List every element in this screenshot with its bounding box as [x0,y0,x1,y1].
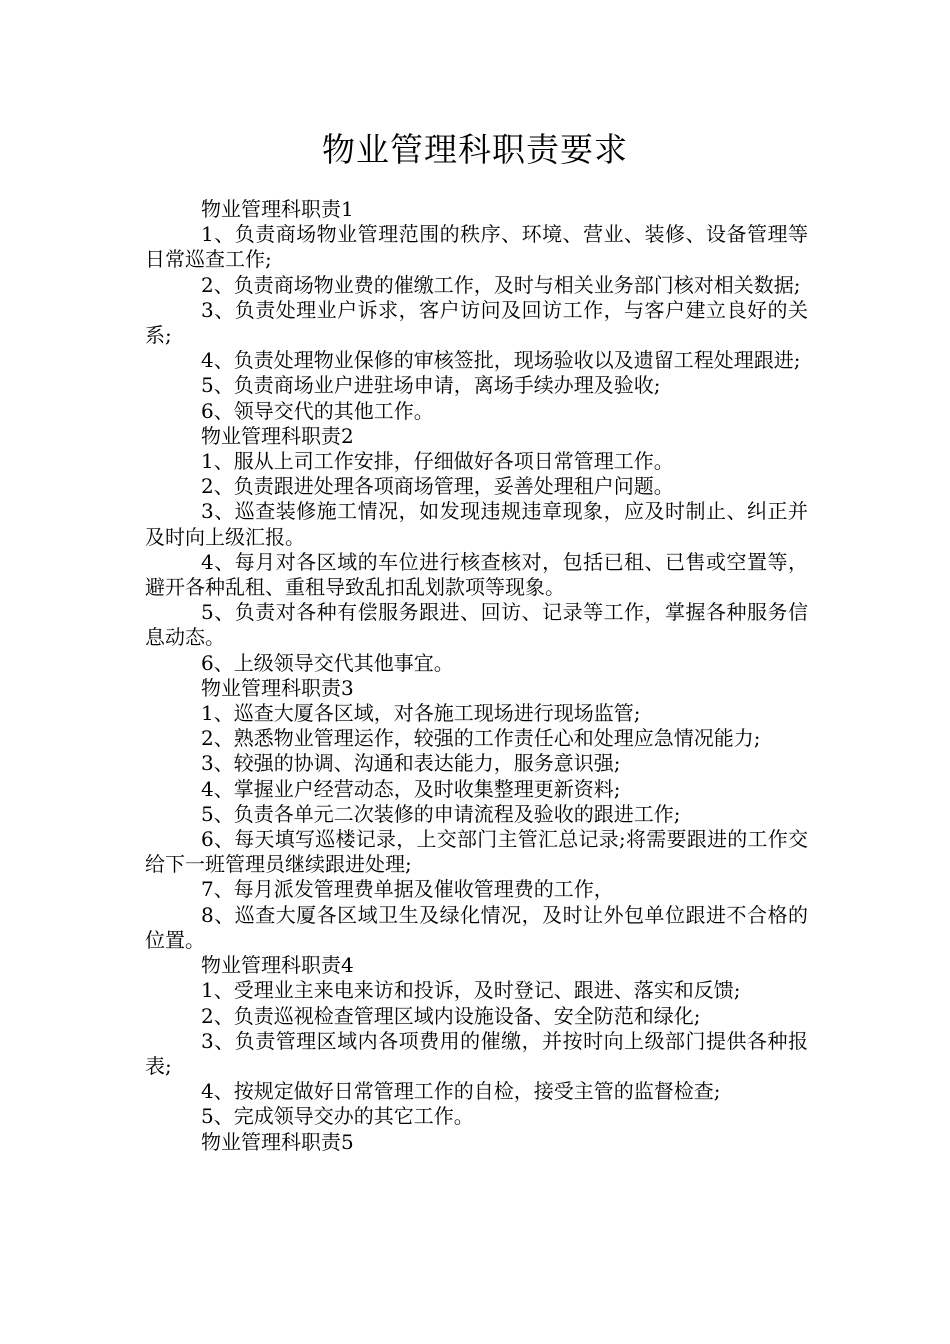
paragraph: 3、较强的协调、沟通和表达能力，服务意识强; [201,751,621,776]
section-heading: 物业管理科职责2 [201,423,354,448]
paragraph: 2、熟悉物业管理运作，较强的工作责任心和处理应急情况能力; [201,726,761,751]
paragraph: 5、完成领导交办的其它工作。 [201,1104,474,1129]
paragraph: 3、巡查装修施工情况，如发现违规违章现象，应及时制止、纠正并及时向上级汇报。 [145,499,808,549]
paragraph: 4、负责处理物业保修的审核签批，现场验收以及遗留工程处理跟进; [201,348,801,373]
paragraph: 1、受理业主来电来访和投诉，及时登记、跟进、落实和反馈; [201,978,741,1003]
paragraph: 4、每月对各区域的车位进行核查核对，包括已租、已售或空置等，避开各种乱租、重租导致乱扣乱划款项等现象。 [145,549,808,600]
paragraph: 5、负责商场业户进驻场申请，离场手续办理及验收; [201,373,661,398]
paragraph: 6、每天填写巡楼记录，上交部门主管汇总记录;将需要跟进的工作交给下一班管理员继续跟进处理; [145,827,808,877]
paragraph: 3、负责处理业户诉求，客户访问及回访工作，与客户建立良好的关系; [145,297,808,348]
paragraph: 7、每月派发管理费单据及催收管理费的工作， [201,877,614,902]
paragraph: 1、负责商场物业管理范围的秩序、环境、营业、装修、设备管理等日常巡查工作; [145,222,808,272]
section-heading: 物业管理科职责1 [201,197,354,221]
paragraph: 3、负责管理区域内各项费用的催缴，并按时向上级部门提供各种报表; [145,1028,808,1078]
paragraph: 2、负责跟进处理各项商场管理，妥善处理租户问题。 [201,474,674,499]
paragraph: 5、负责各单元二次装修的申请流程及验收的跟进工作; [201,801,681,826]
paragraph: 1、服从上司工作安排，仔细做好各项日常管理工作。 [201,449,674,474]
paragraph: 4、掌握业户经营动态，及时收集整理更新资料; [201,776,621,801]
document-body [145,197,808,1155]
section-heading: 物业管理科职责4 [201,953,354,978]
section-heading: 物业管理科职责5 [201,1129,354,1154]
paragraph: 6、上级领导交代其他事宜。 [201,650,454,675]
document-title: 物业管理科职责要求 [322,130,628,169]
section-heading: 物业管理科职责3 [201,675,354,700]
paragraph: 2、负责巡视检查管理区域内设施设备、安全防范和绿化; [201,1003,701,1028]
paragraph: 4、按规定做好日常管理工作的自检，接受主管的监督检查; [201,1079,721,1104]
paragraph: 8、巡查大厦各区域卫生及绿化情况，及时让外包单位跟进不合格的位置。 [145,902,808,952]
paragraph: 1、巡查大厦各区域，对各施工现场进行现场监管; [201,701,641,726]
paragraph: 6、领导交代的其他工作。 [201,398,434,423]
paragraph: 5、负责对各种有偿服务跟进、回访、记录等工作，掌握各种服务信息动态。 [145,600,808,650]
paragraph: 2、负责商场物业费的催缴工作，及时与相关业务部门核对相关数据; [201,272,801,297]
